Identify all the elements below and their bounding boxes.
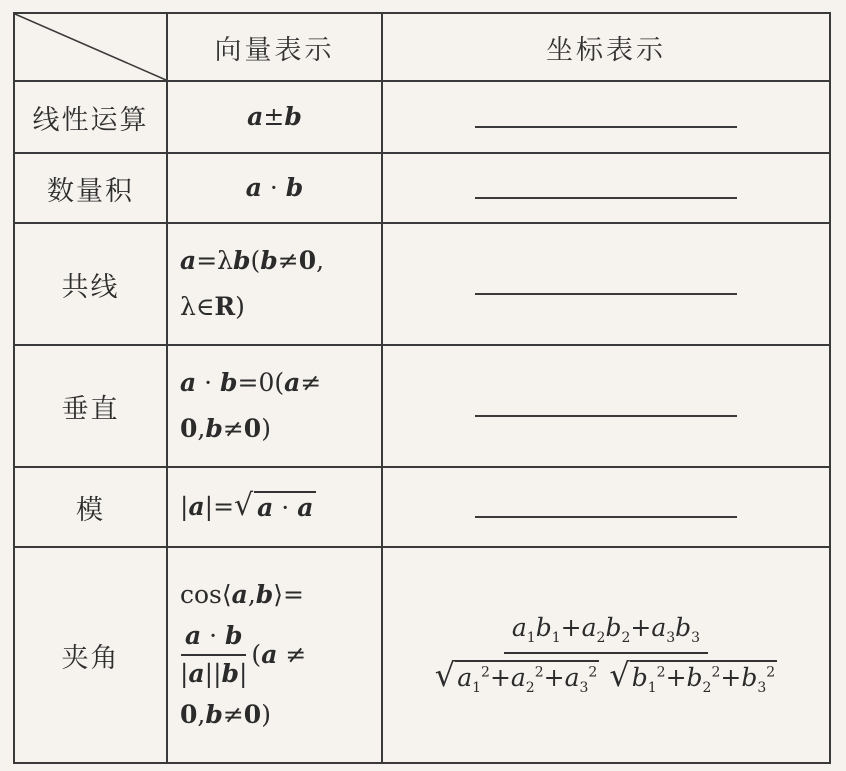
table-row xyxy=(14,153,830,223)
table-row xyxy=(14,345,830,467)
angle-coordinate-fraction xyxy=(383,613,829,696)
vector-magnitude: |a|= √ a · a xyxy=(167,467,382,547)
vector-collinear: a=λb(b≠0, λ∈R) xyxy=(167,223,382,345)
diagonal-line xyxy=(15,14,166,80)
header-coordinate: 坐标表示 xyxy=(382,13,830,81)
vector-linear: a±b xyxy=(167,81,382,153)
blank-line xyxy=(475,516,737,518)
blank-line xyxy=(475,415,737,417)
table-row xyxy=(14,223,830,345)
row-label-angle: 夹角 xyxy=(14,547,167,763)
table-row xyxy=(14,547,830,763)
row-label-linear: 线性运算 xyxy=(14,81,167,153)
table-row xyxy=(14,467,830,547)
diagonal-header-cell xyxy=(14,13,167,81)
blank-line xyxy=(475,293,737,295)
table-row xyxy=(14,81,830,153)
row-label-collinear: 共线 xyxy=(14,223,167,345)
formula-table xyxy=(13,12,831,764)
header-vector: 向量表示 xyxy=(167,13,382,81)
blank-line xyxy=(475,126,737,128)
row-label-perpendicular: 垂直 xyxy=(14,345,167,467)
angle-numerator: $a_1b_1+a_2b_2+a_3b_3$ xyxy=(504,613,708,654)
angle-fraction: $\frac{a \cdot b}{|a||b|}$ xyxy=(180,618,247,692)
row-label-dot-product: 数量积 xyxy=(14,153,167,223)
blank-line xyxy=(475,197,737,199)
coordinate-magnitude-blank xyxy=(382,467,830,547)
coordinate-perpendicular-blank xyxy=(382,345,830,467)
coordinate-angle-formula xyxy=(382,547,830,763)
coordinate-collinear-blank xyxy=(382,223,830,345)
angle-denominator: √ $a_1^2+a_2^2+a_3^2$ √ $b_1^2+b_2^2+b_3^2$ xyxy=(434,656,776,697)
coordinate-linear-blank xyxy=(382,81,830,153)
header-row xyxy=(14,13,830,81)
vector-perpendicular: a · b=0(a≠ 0,b≠0) xyxy=(167,345,382,467)
vector-dot-product: a · b xyxy=(167,153,382,223)
row-label-magnitude: 模 xyxy=(14,467,167,547)
vector-angle: cos⟨a,b⟩= $\frac{a \cdot b}{|a||b|}$ (a ≠ 0,b≠0) xyxy=(167,547,382,763)
coordinate-dot-blank xyxy=(382,153,830,223)
